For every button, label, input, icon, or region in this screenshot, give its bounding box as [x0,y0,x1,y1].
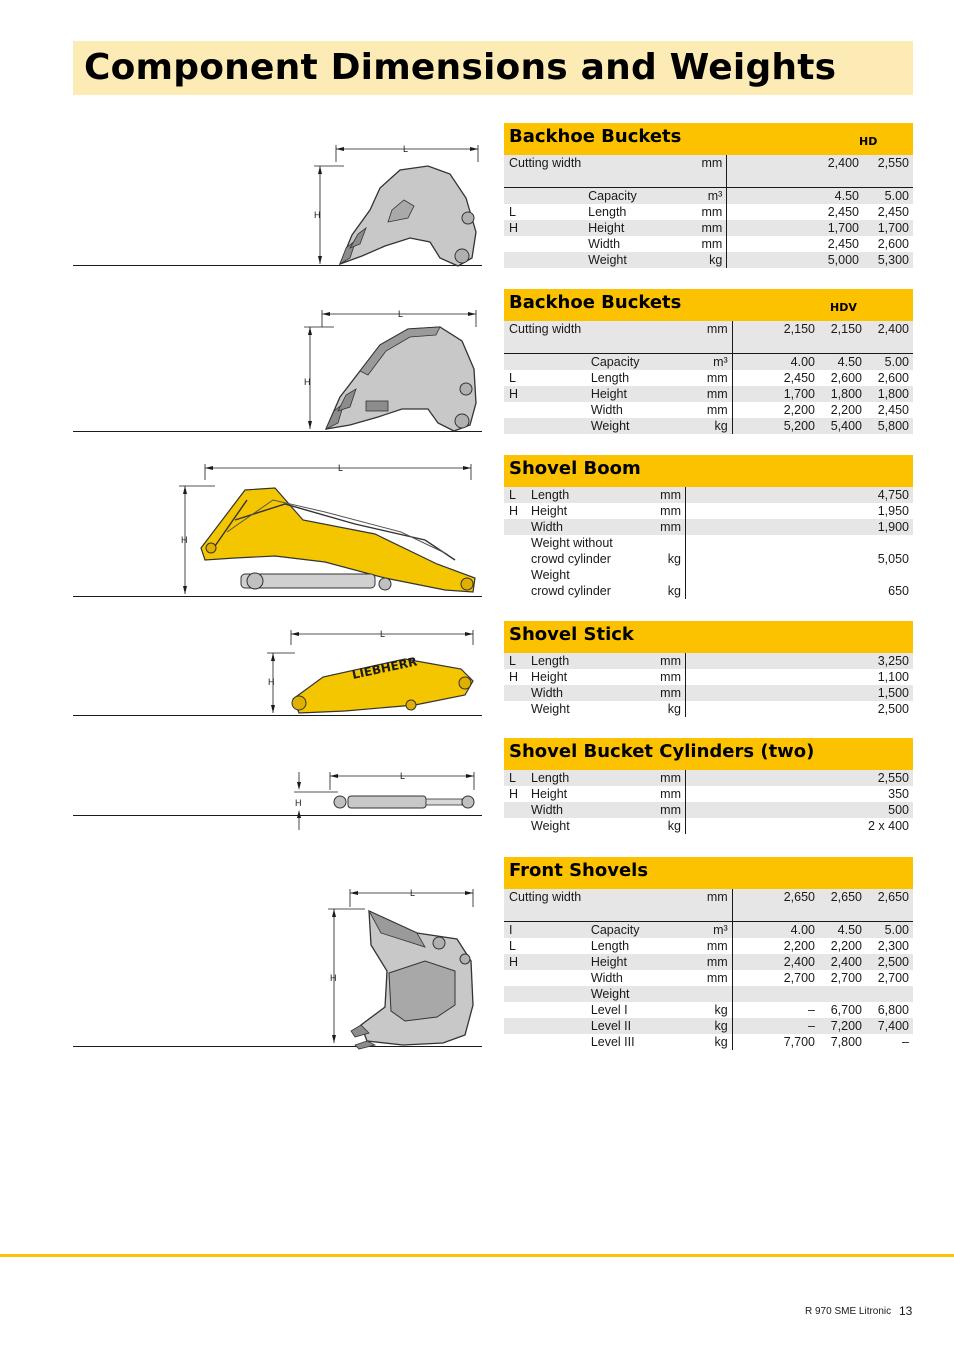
value-cell: 2,400 [819,954,866,970]
value-cell: 1,900 [686,519,914,535]
value-cell: 2,450 [783,371,815,385]
backhoe-hdv-bucket-drawing [290,305,490,435]
row-letter [504,701,531,717]
row-label-line1: Weight without [531,536,613,550]
height-label: H [304,377,311,387]
row-label: Level III [590,1035,635,1049]
front-shovel-bucket-drawing [325,885,485,1050]
row-letter [504,519,531,535]
bucket-cylinder-drawing [290,768,485,836]
table-row [504,535,913,567]
section-header [504,455,913,487]
footer-model: R 970 SME Litronic [805,1306,892,1317]
table-row [504,402,913,418]
section-title: Front Shovels [509,860,649,881]
table-row [504,818,913,834]
cylinder-barrel [348,796,426,808]
value-cell: 7,800 [830,1035,862,1049]
table-row [504,220,913,236]
value-cell: 2,400 [811,155,863,188]
table-row [504,370,913,386]
value-cell: 2,500 [866,954,913,970]
unit: mm [678,321,733,354]
value-cell: 2,700 [877,971,909,985]
row-label: Level I [590,1003,628,1017]
row-label: Weight [591,986,678,1002]
row-label: Height [588,220,672,236]
unit: m³ [672,188,727,205]
table-row [504,188,913,205]
table-row [504,204,913,220]
footer-rule [0,1254,954,1257]
value-cell: 650 [888,584,909,598]
row-letter [504,402,591,418]
page-number: 13 [899,1304,913,1318]
value-cell: 2,200 [830,939,862,953]
value-spacer [727,252,811,268]
table-row [504,954,913,970]
value-cell: 2,550 [863,155,913,188]
value-cell: – [808,1003,815,1017]
length-label: L [338,463,344,473]
value-cell [732,986,819,1002]
row-label: Weight [531,819,570,833]
shovel-stick-drawing [265,625,485,720]
table-row [504,386,913,402]
section-badge: HDV [830,301,857,314]
value-spacer [727,188,811,205]
value-cell: 2,650 [732,889,819,922]
value-cell: 1,800 [819,386,866,402]
value-cell: 2,500 [877,702,909,716]
section-bucket-cylinders [504,738,913,834]
unit: mm [631,519,686,535]
value-cell: 2,450 [877,403,909,417]
value-cell: 2,450 [827,237,859,251]
value-cell: 1,950 [877,504,909,518]
section-header [504,289,913,321]
value-cell: 2,600 [830,371,862,385]
unit: mm [672,236,727,252]
value-cell: 5,000 [811,252,863,268]
section-shovel-stick [504,621,913,717]
unit: m³ [678,922,733,939]
value-spacer [727,236,811,252]
row-letter [504,252,588,268]
unit: kg [672,252,727,268]
value-cell: 4.00 [732,354,819,371]
unit: mm [631,802,686,818]
unit: mm [678,954,733,970]
row-letter [504,535,531,567]
section-header [504,857,913,889]
height-label: H [314,210,321,220]
row-label [531,567,631,599]
value-cell: 2,200 [783,939,815,953]
table-row [504,236,913,252]
table-row [504,1018,913,1034]
row-letter [504,567,531,599]
value-cell: 2,150 [819,321,866,354]
section-backhoe-hd [504,123,913,268]
unit: mm [631,653,686,669]
table-row [504,922,913,939]
unit: mm [631,487,686,503]
value-cell: 5,400 [819,418,866,434]
value-cell: 1,700 [863,220,913,236]
value-cell: 2,650 [866,889,913,922]
value-cell: 2,700 [783,971,815,985]
row-label: Height [591,954,678,970]
table-row [504,685,913,701]
row-letter [504,418,591,434]
unit: kg [631,701,686,717]
row-letter [504,685,531,701]
table-row [504,802,913,818]
unit: mm [672,204,727,220]
value-cell: 2,200 [830,403,862,417]
value-cell: 1,500 [686,685,914,701]
table-row [504,519,913,535]
table-row [504,354,913,371]
row-letter: H [509,670,519,684]
section-title: Shovel Boom [509,458,641,479]
value-spacer [727,155,811,188]
row-label: Capacity [591,354,678,371]
row-letter [504,354,591,371]
height-label: H [181,535,188,545]
unit: kg [631,818,686,834]
value-cell [819,986,866,1002]
section-title: Shovel Bucket Cylinders (two) [509,741,815,762]
unit: kg [678,418,733,434]
row-label: Length [588,205,627,219]
value-cell: 6,800 [877,1003,909,1017]
unit: mm [631,786,686,802]
value-spacer [727,220,811,236]
value-cell: 6,700 [830,1003,862,1017]
spec-table [504,653,913,717]
value-cell: 2,600 [877,371,909,385]
row-label: Height [531,504,568,518]
value-cell: 4.50 [819,354,866,371]
row-label [531,535,631,567]
row-label: Capacity [588,188,672,205]
value-cell: 5.00 [866,922,913,939]
liebherr-logo: LIEBHERR [350,654,419,682]
unit: mm [631,503,686,519]
unit: mm [678,402,733,418]
row-letter: L [509,939,516,953]
row-letter [504,802,531,818]
height-label: H [295,798,302,808]
value-cell: 2,450 [827,205,859,219]
value-cell: 5,200 [732,418,819,434]
value-cell: 4.00 [732,922,819,939]
row-label: Height [591,386,678,402]
value-cell: 3,250 [686,653,914,669]
row-label: Width [531,802,631,818]
value-cell: 2,650 [819,889,866,922]
value-cell: 1,100 [877,670,909,684]
spec-table [504,487,913,599]
spec-table [504,321,913,434]
section-badge: HD [859,135,878,148]
length-label: L [403,144,409,154]
row-letter: H [504,220,588,236]
row-letter: L [504,770,531,786]
row-label: Level II [591,1018,678,1034]
row-label: Width [588,237,621,251]
row-letter [504,818,531,834]
row-label: Height [531,787,568,801]
unit: mm [678,970,733,986]
value-cell: 4.50 [811,188,863,205]
value-cell: 2,700 [830,971,862,985]
value-cell [866,986,913,1002]
unit: mm [678,938,733,954]
value-cell: 7,700 [783,1035,815,1049]
row-letter [504,1002,591,1018]
section-title: Shovel Stick [509,624,634,645]
row-label: Length [531,653,631,669]
unit: kg [631,535,686,567]
length-label: L [398,309,404,319]
unit [678,986,733,1002]
spec-table [504,889,913,1050]
table-row [504,487,913,503]
value-cell: 2,300 [877,939,909,953]
table-row [504,669,913,685]
cylinder-rod [426,799,462,805]
shovel-boom-drawing [175,460,485,600]
row-letter: L [504,487,531,503]
value-cell: 2,400 [866,321,913,354]
height-label: H [330,973,337,983]
row-letter: L [509,371,516,385]
value-cell: 5,050 [877,552,909,566]
value-cell: 1,700 [811,220,863,236]
unit: kg [678,1002,733,1018]
row-label: Width [531,685,631,701]
table-row [504,970,913,986]
section-title: Backhoe Buckets [509,292,682,313]
section-shovel-boom [504,455,913,599]
value-cell: 5.00 [863,188,913,205]
cutting-width-label: Cutting width [504,155,672,188]
value-cell: 2,550 [686,770,914,786]
row-label-line1: Weight [531,568,570,582]
value-cell: 5,800 [866,418,913,434]
table-row [504,1034,913,1050]
page-title-bar [73,41,913,95]
unit: mm [631,669,686,685]
value-spacer [727,204,811,220]
row-letter: I [504,922,591,939]
table-row [504,786,913,802]
value-cell: 2,450 [877,205,909,219]
unit: mm [672,220,727,236]
value-cell: 5.00 [866,354,913,371]
row-label-line2: crowd cylinder [531,552,611,566]
value-cell: 1,800 [866,386,913,402]
table-row [504,938,913,954]
row-letter [504,188,588,205]
unit: mm [631,770,686,786]
table-row [504,252,913,268]
row-label: Width [531,519,631,535]
row-letter: H [504,954,591,970]
height-label: H [268,677,275,687]
section-header [504,123,913,155]
row-letter: L [504,653,531,669]
section-title: Backhoe Buckets [509,126,682,147]
value-cell: 4,750 [686,487,914,503]
row-label: Weight [591,418,678,434]
value-cell: 350 [888,787,909,801]
row-letter: H [509,504,519,518]
section-header [504,738,913,770]
value-cell: 2,600 [877,237,909,251]
row-label: Height [531,670,568,684]
row-label: Length [590,939,630,953]
value-cell: 4.50 [819,922,866,939]
row-label: Weight [531,702,570,716]
value-cell: 7,200 [819,1018,866,1034]
cutting-width-label: Cutting width [504,889,678,922]
value-cell: 2 x 400 [867,819,909,833]
row-label: Length [590,371,630,385]
value-cell: 2,400 [732,954,819,970]
unit: mm [631,685,686,701]
value-cell: – [902,1035,909,1049]
row-letter: H [509,787,519,801]
row-letter [504,1018,591,1034]
length-label: L [380,629,386,639]
row-letter [504,1034,591,1050]
unit: mm [672,155,727,188]
value-cell: 2,150 [732,321,819,354]
length-label: L [410,888,416,898]
length-label: L [400,771,406,781]
row-label: Length [531,770,631,786]
row-label: Width [590,971,623,985]
table-row [504,986,913,1002]
value-cell: – [732,1018,819,1034]
row-label: Length [531,487,631,503]
cutting-width-label: Cutting width [504,321,678,354]
table-row [504,653,913,669]
row-label: Weight [588,252,672,268]
row-letter: H [504,386,591,402]
section-header [504,621,913,653]
table-row [504,567,913,599]
row-letter: L [509,205,516,219]
row-letter [504,236,588,252]
table-row [504,1002,913,1018]
backhoe-hd-bucket-drawing [300,140,490,270]
table-row [504,418,913,434]
unit: kg [678,1034,733,1050]
value-cell: 500 [686,802,914,818]
row-letter [504,986,591,1002]
table-row [504,770,913,786]
value-cell: 7,400 [866,1018,913,1034]
unit: kg [631,567,686,599]
value-cell: 5,300 [863,252,913,268]
row-letter [504,970,591,986]
row-label: Capacity [591,922,678,939]
unit: kg [678,1018,733,1034]
page-title: Component Dimensions and Weights [84,47,837,88]
spec-table [504,770,913,834]
spec-table [504,155,913,268]
table-row [504,701,913,717]
value-cell: 1,700 [732,386,819,402]
unit: mm [678,889,733,922]
unit: m³ [678,354,733,371]
section-front-shovels [504,857,913,1050]
row-label-line2: crowd cylinder [531,584,611,598]
value-cell: 2,200 [783,403,815,417]
section-backhoe-hdv [504,289,913,434]
row-label: Width [590,403,623,417]
table-row [504,503,913,519]
unit: mm [678,370,733,386]
unit: mm [678,386,733,402]
